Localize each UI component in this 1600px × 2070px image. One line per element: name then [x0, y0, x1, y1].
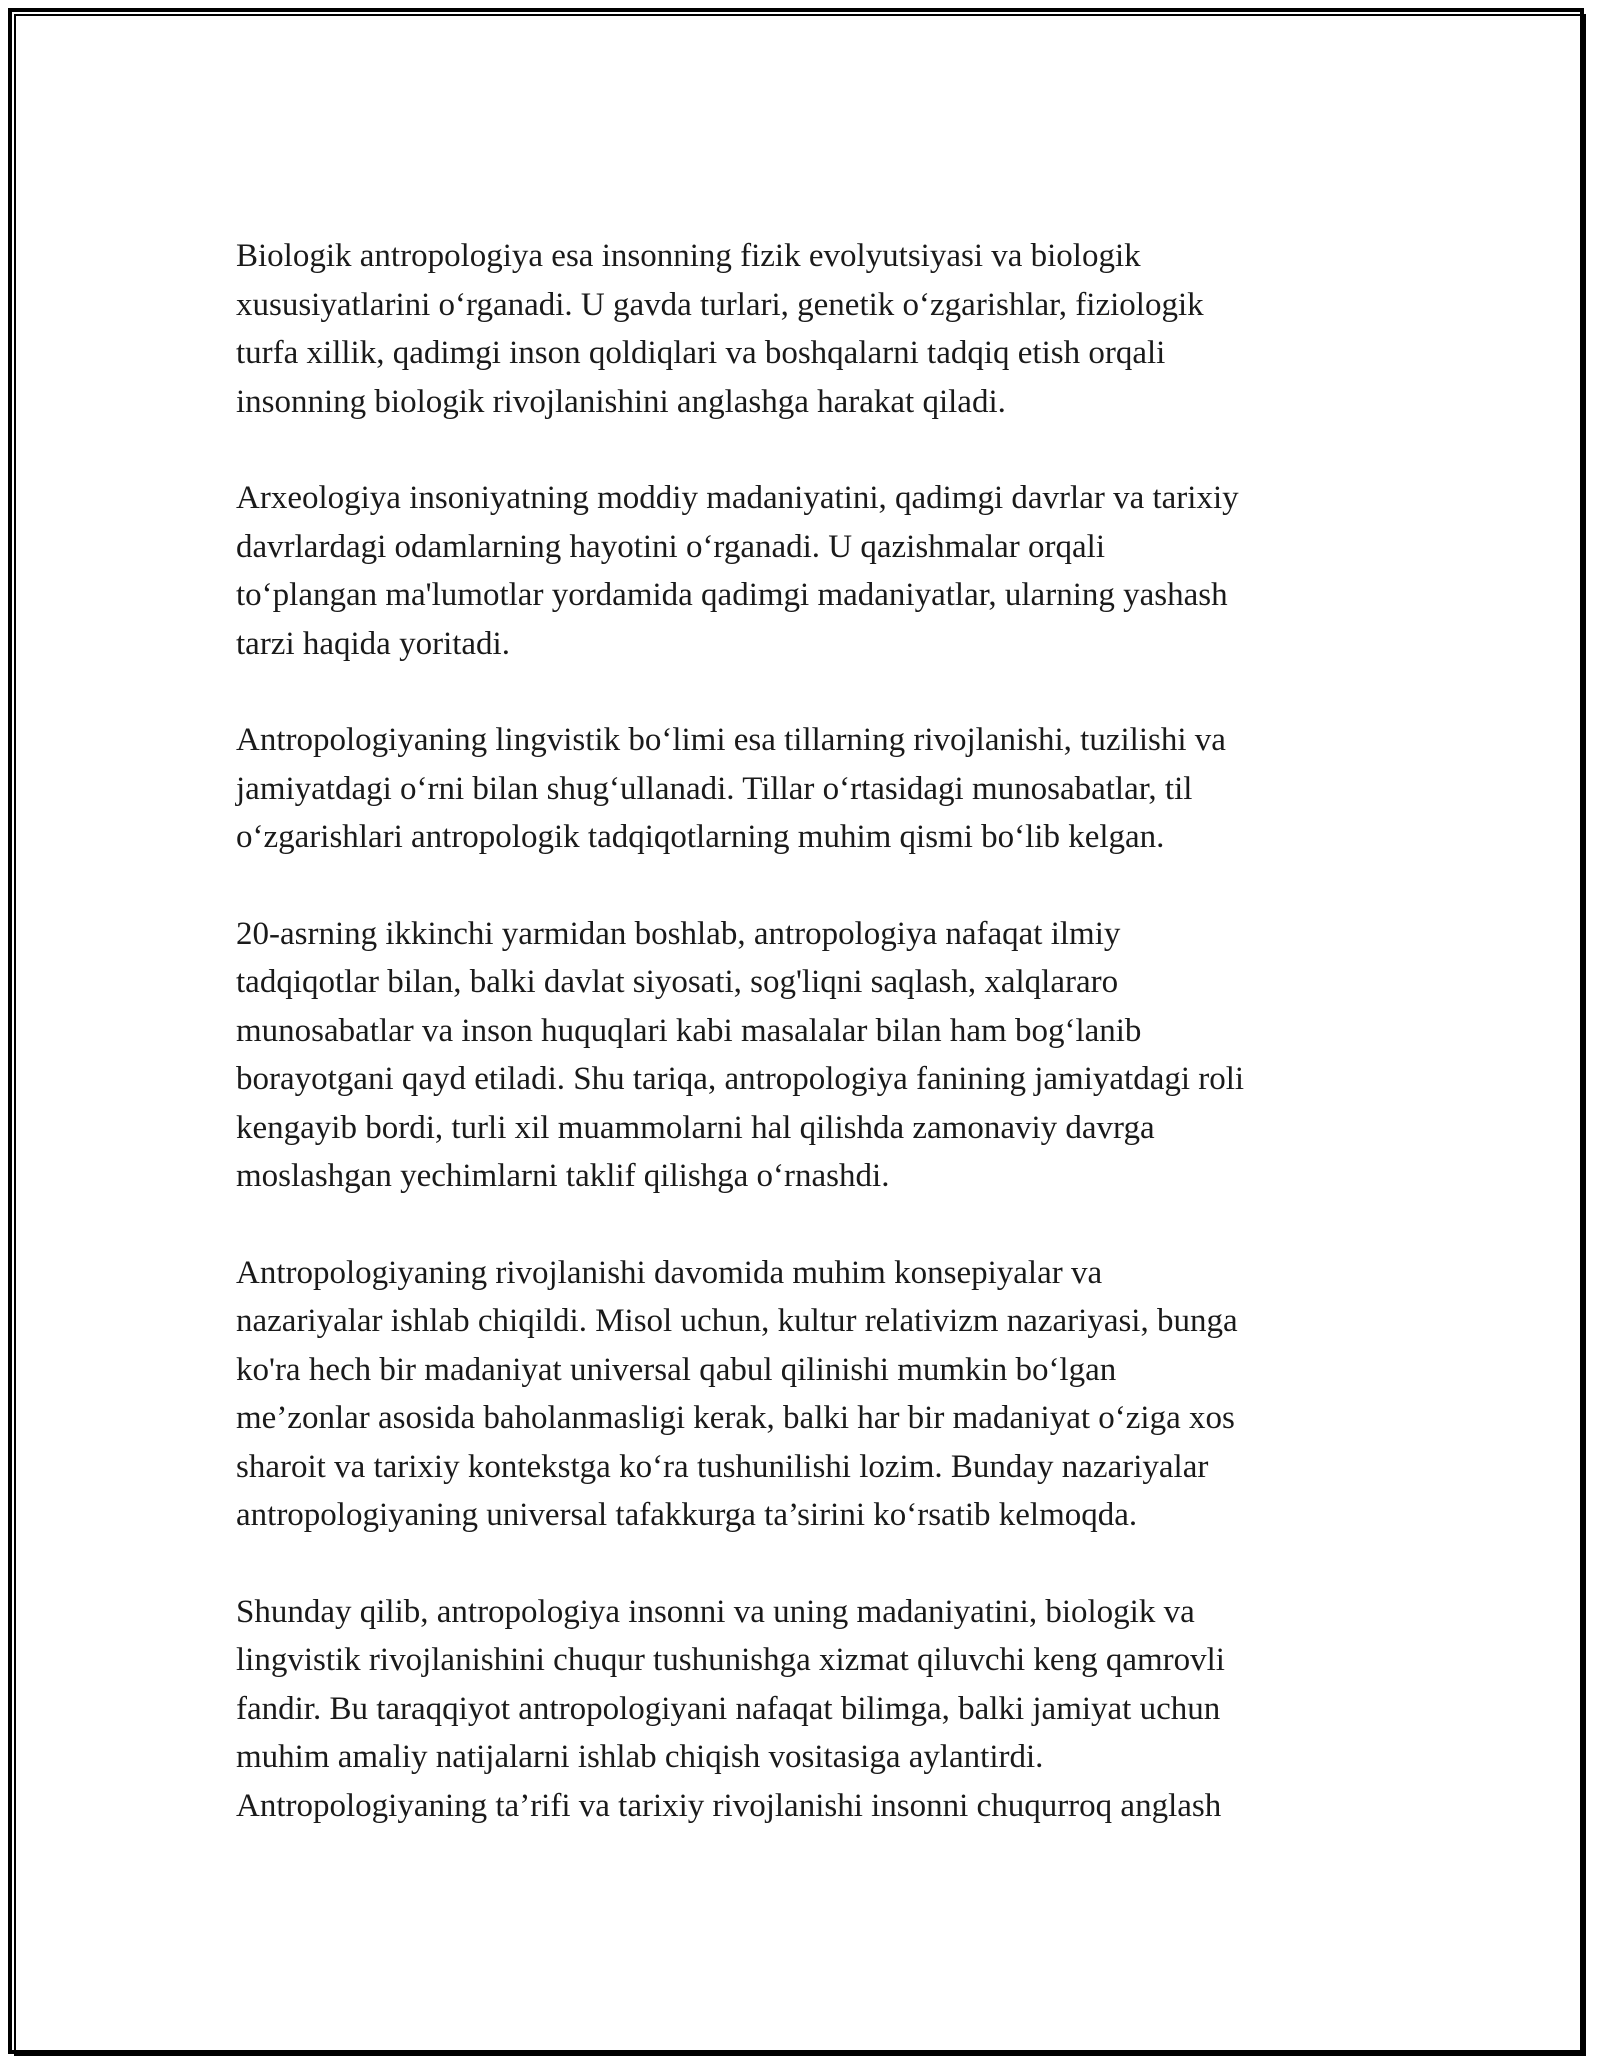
- paragraph-concepts-theories: Antropologiyaning rivojlanishi davomida muhim konsepiyalar va nazariyalar ishlab chiqildi. Misol uchun, kultur relativizm nazariyasi, bunga ko'ra hech bir madaniyat universal qabul qilinishi mumkin bo‘lgan me’zonlar asosida baholanmasligi kerak, balki har bir madaniyat o‘ziga xos sharoit va tarixiy kontekstga ko‘ra tushunilishi lozim. Bunday nazariyalar antropologiyaning universal tafakkurga ta’sirini ko‘rsatib kelmoqda.: [236, 1254, 1238, 1533]
- paragraph-conclusion: Shunday qilib, antropologiya insonni va uning madaniyatini, biologik va lingvistik rivojlanishini chuqur tushunishga xizmat qiluvchi keng qamrovli fandir. Bu taraqqiyot antropologiyani nafaqat bilimga, balki jamiyat uchun muhim amaliy natijalarni ishlab chiqish vositasiga aylantirdi. Antropologiyaning ta’rifi va tarixiy rivojlanishi insonni chuqurroq anglash: [236, 1593, 1225, 1824]
- document-body: [236, 232, 1376, 1830]
- paragraph-linguistic-anthropology: Antropologiyaning lingvistik bo‘limi esa tillarning rivojlanishi, tuzilishi va jamiyatdagi o‘rni bilan shug‘ullanadi. Tillar o‘rtasidagi munosabatlar, til o‘zgarishlari antropologik tadqiqotlarning muhim qismi bo‘lib kelgan.: [236, 722, 1226, 855]
- paragraph-biological-anthropology: Biologik antropologiya esa insonning fizik evolyutsiyasi va biologik xususiyatlarini o‘rganadi. U gavda turlari, genetik o‘zgarishlar, fiziologik turfa xillik, qadimgi inson qoldiqlari va boshqalarni tadqiq etish orqali insonning biologik rivojlanishini anglashga harakat qiladi.: [236, 238, 1204, 420]
- paragraph-archaeology: Arxeologiya insoniyatning moddiy madaniyatini, qadimgi davrlar va tarixiy davrlardagi odamlarning hayotini o‘rganadi. U qazishmalar orqali to‘plangan ma'lumotlar yordamida qadimgi madaniyatlar, ularning yashash tarzi haqida yoritadi.: [236, 480, 1239, 662]
- paragraph-20th-century: 20-asrning ikkinchi yarmidan boshlab, antropologiya nafaqat ilmiy tadqiqotlar bilan, balki davlat siyosati, sog'liqni saqlash, xalqlararo munosabatlar va inson huquqlari kabi masalalar bilan ham bog‘lanib borayotgani qayd etiladi. Shu tariqa, antropologiya fanining jamiyatdagi roli kengayib bordi, turli xil muammolarni hal qilishda zamonaviy davrga moslashgan yechimlarni taklif qilishga o‘rnashdi.: [236, 915, 1245, 1194]
